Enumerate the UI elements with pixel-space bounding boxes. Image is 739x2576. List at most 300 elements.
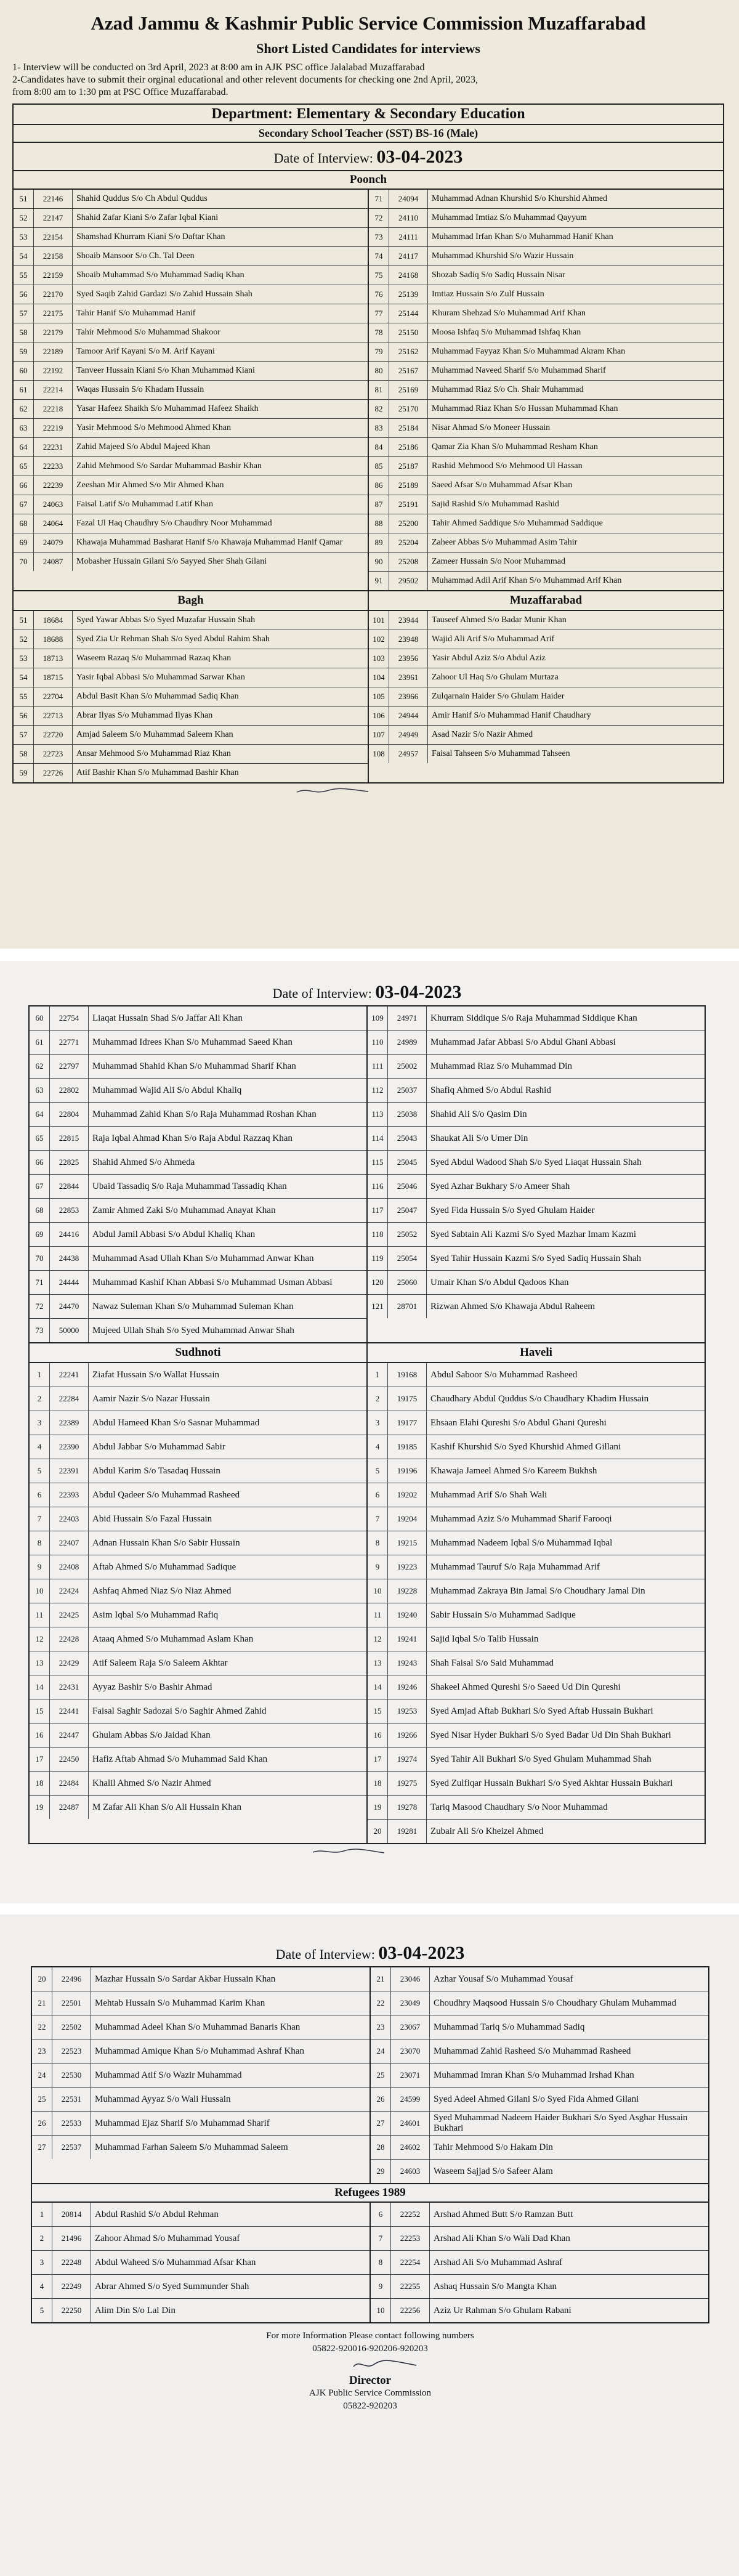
candidate-name: Aftab Ahmed S/o Muhammad Sadique: [92, 1561, 236, 1572]
table-row: [368, 1271, 705, 1295]
candidate-name: Tahir Mehmood S/o Muhammad Shakoor: [76, 328, 220, 337]
candidate-name: Muhammad Nadeem Iqbal S/o Muhammad Iqbal: [430, 1537, 613, 1548]
serial-number: 64: [30, 1103, 50, 1126]
serial-number: 12: [30, 1627, 50, 1651]
roll-number: 25038: [388, 1103, 427, 1126]
contact-footer: [31, 2330, 709, 2413]
roll-number: 28701: [388, 1295, 427, 1318]
section-header-haveli: Haveli: [520, 1346, 552, 1359]
serial-number: 10: [371, 2299, 391, 2322]
roll-number: 19168: [388, 1363, 427, 1387]
roll-number: 19215: [388, 1531, 427, 1555]
serial-number: 60: [30, 1007, 50, 1030]
roll-number: 19246: [388, 1675, 427, 1699]
table-row: [30, 1127, 366, 1151]
serial-number: 71: [30, 1271, 50, 1294]
table-row: [371, 2299, 708, 2322]
candidate-name: Faisal Saghir Sadozai S/o Saghir Ahmed Zahid: [92, 1706, 267, 1716]
roll-number: 25186: [389, 438, 428, 456]
table-row: [14, 209, 368, 228]
table-row: [368, 1675, 705, 1699]
serial-number: 6: [368, 1483, 388, 1507]
roll-number: 25139: [389, 285, 428, 304]
page-sheet-3: [0, 1914, 739, 2576]
table-row: [14, 707, 368, 726]
table-row: [368, 1820, 705, 1843]
roll-number: 22853: [50, 1199, 89, 1222]
roll-number: 22407: [50, 1531, 89, 1555]
serial-number: 54: [14, 247, 34, 265]
table-row: [30, 1387, 366, 1411]
roll-number: 25037: [388, 1079, 427, 1102]
table-row: [30, 1748, 366, 1772]
table-row: [30, 1363, 366, 1387]
table-row: [368, 1748, 705, 1772]
roll-number: 22390: [50, 1435, 89, 1459]
roll-number: 25170: [389, 400, 428, 418]
candidate-name: Syed Zia Ur Rehman Shah S/o Syed Abdul Rahim Shah: [76, 634, 270, 644]
candidate-name: Asim Iqbal S/o Muhammad Rafiq: [92, 1610, 219, 1620]
serial-number: 77: [369, 304, 389, 323]
serial-number: 4: [30, 1435, 50, 1459]
note-line: from 8:00 am to 1:30 pm at PSC Office Muzaffarabad.: [12, 87, 228, 97]
table-row: [14, 649, 368, 668]
table-row: [371, 1967, 708, 1991]
roll-number: 19185: [388, 1435, 427, 1459]
table-row: [30, 1151, 366, 1175]
date-label: Date of Interview:: [273, 150, 373, 166]
table-row: [32, 2064, 370, 2088]
candidate-name: Zeeshan Mir Ahmed S/o Mir Ahmed Khan: [76, 480, 224, 490]
table-row: [30, 1651, 366, 1675]
roll-number: 19202: [388, 1483, 427, 1507]
candidate-name: Ansar Mehmood S/o Muhammad Riaz Khan: [76, 749, 231, 758]
table-row: [14, 457, 368, 476]
roll-number: 24603: [391, 2160, 430, 2183]
table-row: [368, 1651, 705, 1675]
table-row: [369, 438, 723, 457]
date-label: Date of Interview:: [272, 986, 372, 1001]
roll-number: 25144: [389, 304, 428, 323]
roll-number: 22502: [52, 2015, 91, 2039]
serial-number: 17: [30, 1748, 50, 1771]
table-row: [369, 687, 723, 707]
serial-number: 79: [369, 342, 389, 361]
roll-number: 22754: [50, 1007, 89, 1030]
candidate-name: Abrar Ilyas S/o Muhammad Ilyas Khan: [76, 711, 213, 720]
table-row: [368, 1007, 705, 1031]
serial-number: 10: [368, 1579, 388, 1603]
table-row: [368, 1387, 705, 1411]
serial-number: 114: [368, 1127, 388, 1150]
table-row: [369, 726, 723, 745]
serial-number: 59: [14, 764, 34, 782]
candidate-name: Muhammad Amique Khan S/o Muhammad Ashraf Khan: [95, 2046, 304, 2056]
serial-number: 15: [30, 1699, 50, 1723]
candidate-name: Zamir Ahmed Zaki S/o Muhammad Anayat Khan: [92, 1205, 276, 1215]
table-row: [30, 1411, 366, 1435]
table-row: [14, 381, 368, 400]
candidate-name: Tariq Masood Chaudhary S/o Noor Muhammad: [430, 1802, 608, 1812]
candidate-name: Shoaib Mansoor S/o Ch. Tal Deen: [76, 251, 195, 261]
candidate-name: Muhammad Riaz S/o Muhammad Din: [430, 1061, 572, 1071]
roll-number: 19266: [388, 1723, 427, 1747]
serial-number: 84: [369, 438, 389, 456]
candidate-name: Abdul Saboor S/o Muhammad Rasheed: [430, 1369, 578, 1380]
table-row: [30, 1055, 366, 1079]
table-row: [14, 533, 368, 553]
roll-number: 25002: [388, 1055, 427, 1078]
serial-number: 62: [14, 400, 34, 418]
table-row: [368, 1796, 705, 1820]
roll-number: 22393: [50, 1483, 89, 1507]
serial-number: 103: [369, 649, 389, 668]
serial-number: 7: [30, 1507, 50, 1531]
roll-number: 22428: [50, 1627, 89, 1651]
serial-number: 65: [30, 1127, 50, 1150]
section-header-split: [28, 1343, 706, 1363]
serial-number: 11: [368, 1603, 388, 1627]
table-row: [368, 1627, 705, 1651]
table-row: [30, 1603, 366, 1627]
roll-number: 22431: [50, 1675, 89, 1699]
candidate-name: Alim Din S/o Lal Din: [95, 2305, 176, 2315]
roll-number: 25043: [388, 1127, 427, 1150]
candidate-name: Chaudhary Abdul Quddus S/o Chaudhary Khadim Hussain: [430, 1393, 649, 1404]
candidate-name: Muhammad Idrees Khan S/o Muhammad Saeed Khan: [92, 1037, 293, 1047]
serial-number: 63: [14, 419, 34, 437]
roll-number: 22408: [50, 1555, 89, 1579]
candidate-name: Shafiq Ahmed S/o Abdul Rashid: [430, 1085, 551, 1095]
table-row: [369, 514, 723, 533]
candidate-name: Syed Amjad Aftab Bukhari S/o Syed Aftab Hussain Bukhari: [430, 1706, 653, 1716]
roll-number: 22844: [50, 1175, 89, 1198]
roll-number: 22723: [34, 745, 73, 763]
table-row: [371, 2275, 708, 2299]
roll-number: 22523: [52, 2039, 91, 2063]
roll-number: 24971: [388, 1007, 427, 1030]
roll-number: 24944: [389, 707, 428, 725]
candidate-name: Muhammad Jafar Abbasi S/o Abdul Ghani Abbasi: [430, 1037, 616, 1047]
roll-number: 24601: [391, 2112, 430, 2135]
candidate-name: Shakeel Ahmed Qureshi S/o Saeed Ud Din Qureshi: [430, 1682, 621, 1692]
serial-number: 8: [30, 1531, 50, 1555]
roll-number: 22255: [391, 2275, 430, 2298]
candidate-name: Abdul Rashid S/o Abdul Rehman: [95, 2209, 219, 2219]
roll-number: 50000: [50, 1319, 89, 1342]
date-value: 03-04-2023: [375, 982, 462, 1002]
serial-number: 3: [30, 1411, 50, 1435]
candidate-name: Zahid Mehmood S/o Sardar Muhammad Bashir Khan: [76, 461, 262, 471]
serial-number: 16: [368, 1723, 388, 1747]
table-row: [368, 1295, 705, 1318]
table-row: [32, 2251, 370, 2275]
candidate-name: Waseem Sajjad S/o Safeer Alam: [434, 2166, 553, 2176]
serial-number: 67: [30, 1175, 50, 1198]
table-row: [14, 438, 368, 457]
roll-number: 23071: [391, 2064, 430, 2087]
serial-number: 89: [369, 533, 389, 552]
table-row: [30, 1772, 366, 1796]
candidate-name: Adnan Hussain Khan S/o Sabir Hussain: [92, 1537, 240, 1548]
table-row: [368, 1483, 705, 1507]
candidate-name: Mobasher Hussain Gilani S/o Sayyed Sher Shah Gilani: [76, 557, 267, 566]
table-column-left: [14, 611, 369, 782]
roll-number: 23046: [391, 1967, 430, 1991]
roll-number: 22391: [50, 1459, 89, 1483]
serial-number: 86: [369, 476, 389, 495]
roll-number: 22219: [34, 419, 73, 437]
table-column-right: [369, 611, 723, 782]
table-row: [369, 533, 723, 553]
roll-number: 25208: [389, 553, 428, 571]
table-row: [14, 476, 368, 495]
candidate-name: Asad Nazir S/o Nazir Ahmed: [432, 730, 533, 739]
table-row: [368, 1175, 705, 1199]
roll-number: 24949: [389, 726, 428, 744]
candidate-name: Rizwan Ahmed S/o Khawaja Abdul Raheem: [430, 1301, 596, 1311]
candidate-name: Tahir Mehmood S/o Hakam Din: [434, 2142, 553, 2152]
serial-number: 54: [14, 668, 34, 687]
candidate-name: M Zafar Ali Khan S/o Ali Hussain Khan: [92, 1802, 242, 1812]
serial-number: 21: [32, 1991, 52, 2015]
serial-number: 59: [14, 342, 34, 361]
table-column-right: [369, 190, 723, 590]
candidate-name: Tanveer Hussain Kiani S/o Khan Muhammad Kiani: [76, 366, 255, 375]
serial-number: 80: [369, 362, 389, 380]
serial-number: 17: [368, 1748, 388, 1771]
table-row: [32, 1991, 370, 2015]
table-row: [368, 1699, 705, 1723]
table-row: [369, 304, 723, 323]
candidate-name: Ayyaz Bashir S/o Bashir Ahmad: [92, 1682, 212, 1692]
candidate-name: Amir Hanif S/o Muhammad Hanif Chaudhary: [432, 711, 591, 720]
candidate-name: Syed Nisar Hyder Bukhari S/o Syed Badar Ud Din Shah Bukhari: [430, 1730, 671, 1740]
serial-number: 10: [30, 1579, 50, 1603]
serial-number: 67: [14, 495, 34, 514]
table-row: [32, 2136, 370, 2159]
serial-number: 78: [369, 323, 389, 342]
roll-number: 22501: [52, 1991, 91, 2015]
candidate-name: Waqas Hussain S/o Khadam Hussain: [76, 385, 204, 394]
note-line: 2-Candidates have to submit their orginal educational and other relevent documents for checking one 2nd April, 2023,: [12, 75, 478, 85]
candidate-name: Syed Fida Hussain S/o Syed Ghulam Haider: [430, 1205, 595, 1215]
candidate-name: Faisal Latif S/o Muhammad Latif Khan: [76, 500, 214, 509]
roll-number: 22533: [52, 2112, 91, 2135]
roll-number: 24087: [34, 553, 73, 571]
table-row: [30, 1675, 366, 1699]
table-row: [368, 1199, 705, 1223]
table-row: [368, 1079, 705, 1103]
candidate-name: Syed Yawar Abbas S/o Syed Muzafar Hussain Shah: [76, 615, 256, 625]
serial-number: 90: [369, 553, 389, 571]
candidate-name: Shamshad Khurram Kiani S/o Daftar Khan: [76, 232, 225, 241]
candidate-name: Syed Zulfiqar Hussain Bukhari S/o Syed Akhtar Hussain Bukhari: [430, 1778, 673, 1788]
candidate-name: Mehtab Hussain S/o Muhammad Karim Khan: [95, 1998, 265, 2008]
table-row: [14, 266, 368, 285]
table-row: [30, 1175, 366, 1199]
candidate-name: Abdul Jabbar S/o Muhammad Sabir: [92, 1441, 225, 1452]
candidate-name: Tauseef Ahmed S/o Badar Munir Khan: [432, 615, 567, 625]
serial-number: 63: [30, 1079, 50, 1102]
candidate-name: Ubaid Tassadiq S/o Raja Muhammad Tassadiq Khan: [92, 1181, 287, 1191]
roll-number: 22713: [34, 707, 73, 725]
roll-number: 18688: [34, 630, 73, 649]
interview-date: [31, 1939, 709, 1966]
serial-number: 13: [30, 1651, 50, 1675]
roll-number: 24599: [391, 2088, 430, 2111]
serial-number: 58: [14, 323, 34, 342]
interview-notes: [12, 62, 724, 99]
roll-number: 22424: [50, 1579, 89, 1603]
table-row: [30, 1031, 366, 1055]
roll-number: 22531: [52, 2088, 91, 2111]
roll-number: 22214: [34, 381, 73, 399]
roll-number: 19281: [388, 1820, 427, 1843]
roll-number: 22170: [34, 285, 73, 304]
candidate-name: Aamir Nazir S/o Nazar Hussain: [92, 1393, 210, 1404]
serial-number: 7: [371, 2227, 391, 2250]
candidate-name: Muhammad Naveed Sharif S/o Muhammad Sharif: [432, 366, 606, 375]
candidate-name: Muhammad Ejaz Sharif S/o Muhammad Sharif: [95, 2118, 270, 2128]
candidate-name: Zubair Ali S/o Kheizel Ahmed: [430, 1826, 544, 1836]
roll-number: 22241: [50, 1363, 89, 1387]
candidate-name: Muhammad Aziz S/o Muhammad Sharif Farooqi: [430, 1513, 612, 1524]
candidate-name: Yasir Abdul Aziz S/o Abdul Aziz: [432, 654, 546, 663]
roll-number: 22797: [50, 1055, 89, 1078]
roll-number: 22250: [52, 2299, 91, 2322]
table-row: [30, 1579, 366, 1603]
serial-number: 2: [30, 1387, 50, 1411]
table-row: [368, 1247, 705, 1271]
table-row: [368, 1103, 705, 1127]
serial-number: 53: [14, 649, 34, 668]
serial-number: 69: [14, 533, 34, 552]
page-sheet-1: [0, 0, 739, 949]
serial-number: 7: [368, 1507, 388, 1531]
candidate-name: Syed Tahir Ali Bukhari S/o Syed Ghulam Muhammad Shah: [430, 1754, 652, 1764]
table-row: [369, 400, 723, 419]
table-row: [30, 1699, 366, 1723]
section-header-bagh: Bagh: [14, 591, 369, 610]
table-row: [30, 1007, 366, 1031]
serial-number: 3: [32, 2251, 52, 2274]
candidate-name: Aziz Ur Rahman S/o Ghulam Rabani: [434, 2305, 571, 2315]
roll-number: 18715: [34, 668, 73, 687]
candidate-name: Saeed Afsar S/o Muhammad Afsar Khan: [432, 480, 573, 490]
table-row: [371, 2251, 708, 2275]
table-column-left: [30, 1007, 368, 1342]
serial-number: 1: [368, 1363, 388, 1387]
candidate-name: Muhammad Wajid Ali S/o Abdul Khaliq: [92, 1085, 242, 1095]
table-row: [30, 1435, 366, 1459]
candidate-name: Muhammad Asad Ullah Khan S/o Muhammad Anwar Khan: [92, 1253, 314, 1263]
candidate-name: Khawaja Jameel Ahmed S/o Kareem Bukhsh: [430, 1465, 597, 1476]
candidate-name: Muhammad Zakraya Bin Jamal S/o Choudhary Jamal Din: [430, 1586, 645, 1596]
table-row: [32, 2039, 370, 2064]
serial-number: 76: [369, 285, 389, 304]
candidate-name: Raja Iqbal Ahmad Khan S/o Raja Abdul Razzaq Khan: [92, 1133, 293, 1143]
candidate-name: Abdul Waheed S/o Muhammad Afsar Khan: [95, 2257, 256, 2267]
serial-number: 13: [368, 1651, 388, 1675]
table-column-right: [371, 1967, 708, 2183]
table-row: [369, 266, 723, 285]
table-row: [30, 1531, 366, 1555]
roll-number: 25060: [388, 1271, 427, 1294]
roll-number: 22239: [34, 476, 73, 495]
candidate-name: Zameer Hussain S/o Noor Muhammad: [432, 557, 565, 566]
table-row: [368, 1723, 705, 1748]
candidate-name: Muhammad Zahid Khan S/o Raja Muhammad Roshan Khan: [92, 1109, 317, 1119]
section-header-refugees: Refugees 1989: [31, 2184, 709, 2203]
signature-mark: [312, 1847, 386, 1857]
candidate-name: Arshad Ali Khan S/o Wali Dad Khan: [434, 2233, 570, 2243]
section-header-sudhnoti: Sudhnoti: [30, 1343, 368, 1362]
table-row: [369, 285, 723, 304]
candidate-name: Atif Saleem Raja S/o Saleem Akhtar: [92, 1658, 228, 1668]
roll-number: 19240: [388, 1603, 427, 1627]
serial-number: 74: [369, 247, 389, 265]
roll-number: 19228: [388, 1579, 427, 1603]
roll-number: 23961: [389, 668, 428, 687]
serial-number: 70: [30, 1247, 50, 1270]
serial-number: 82: [369, 400, 389, 418]
serial-number: 108: [369, 745, 389, 763]
candidate-name: Muhammad Tauruf S/o Raja Muhammad Arif: [430, 1561, 600, 1572]
table-row: [369, 476, 723, 495]
table-row: [30, 1271, 366, 1295]
candidate-name: Hafiz Aftab Ahmad S/o Muhammad Said Khan: [92, 1754, 268, 1764]
table-column-right: [371, 2203, 708, 2322]
candidate-name: Tamoor Arif Kayani S/o M. Arif Kayani: [76, 347, 215, 356]
roll-number: 22487: [50, 1796, 89, 1819]
roll-number: 22815: [50, 1127, 89, 1150]
serial-number: 5: [30, 1459, 50, 1483]
roll-number: 22484: [50, 1772, 89, 1795]
candidate-name: Abdul Basit Khan S/o Muhammad Sadiq Khan: [76, 692, 239, 701]
candidate-name: Amjad Saleem S/o Muhammad Saleem Khan: [76, 730, 233, 739]
roll-number: 25184: [389, 419, 428, 437]
roll-number: 24079: [34, 533, 73, 552]
roll-number: 24094: [389, 190, 428, 208]
serial-number: 73: [30, 1319, 50, 1342]
serial-number: 55: [14, 266, 34, 285]
roll-number: 23956: [389, 649, 428, 668]
candidate-name: Yasir Iqbal Abbasi S/o Muhammad Sarwar Khan: [76, 673, 245, 682]
serial-number: 85: [369, 457, 389, 476]
roll-number: 21496: [52, 2227, 91, 2250]
roll-number: 23966: [389, 687, 428, 706]
roll-number: 24438: [50, 1247, 89, 1270]
candidate-name: Muhammad Atif S/o Wazir Muhammad: [95, 2070, 242, 2080]
table-row: [369, 649, 723, 668]
serial-number: 83: [369, 419, 389, 437]
serial-number: 9: [30, 1555, 50, 1579]
serial-number: 25: [32, 2088, 52, 2111]
serial-number: 57: [14, 304, 34, 323]
serial-number: 73: [369, 228, 389, 246]
roll-number: 23067: [391, 2015, 430, 2039]
table-row: [368, 1531, 705, 1555]
candidate-name: Ehsaan Elahi Qureshi S/o Abdul Ghani Qureshi: [430, 1417, 607, 1428]
serial-number: 25: [371, 2064, 391, 2087]
candidate-name: Zahoor Ul Haq S/o Ghulam Murtaza: [432, 673, 559, 682]
serial-number: 51: [14, 611, 34, 630]
roll-number: 25052: [388, 1223, 427, 1246]
roll-number: 22158: [34, 247, 73, 265]
candidate-name: Ghulam Abbas S/o Jaidad Khan: [92, 1730, 211, 1740]
serial-number: 113: [368, 1103, 388, 1126]
